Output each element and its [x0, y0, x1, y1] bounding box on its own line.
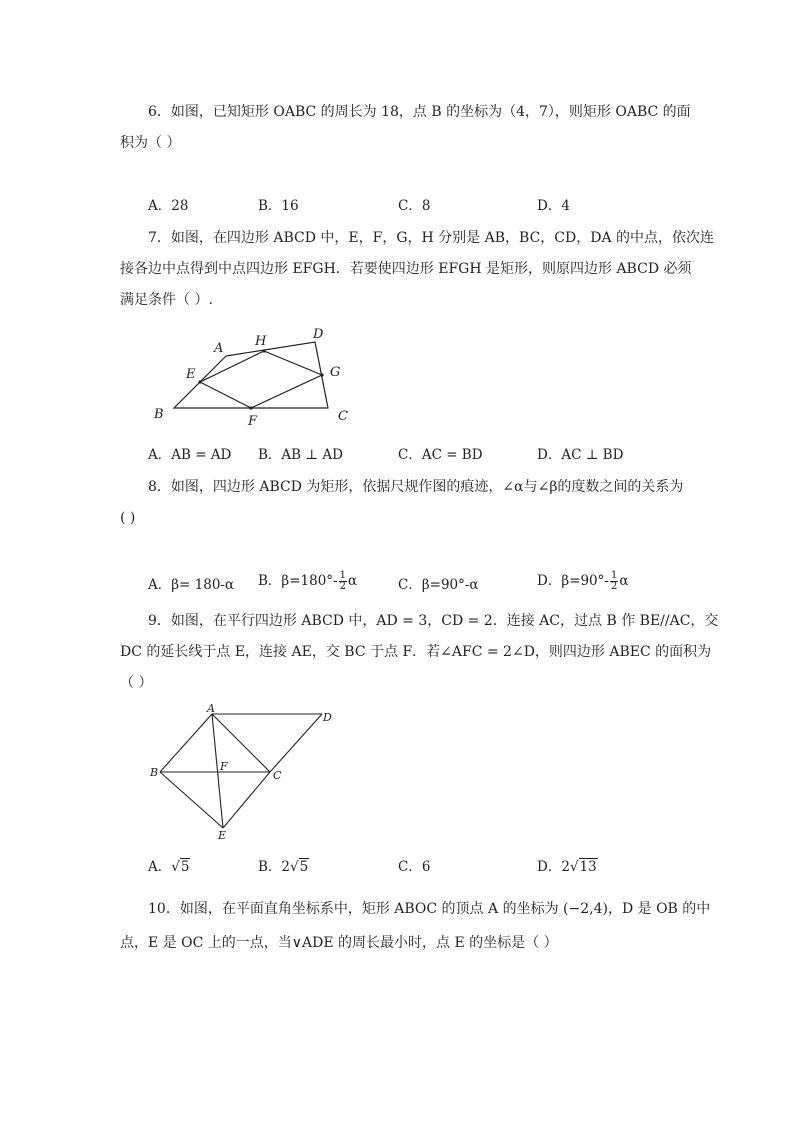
q8-stem-line2: ( ) [120, 510, 136, 526]
q8-stem-line1: 8．如图，四边形 ABCD 为矩形，依据尺规作图的痕迹，∠α与∠β的度数之间的关系为 [148, 479, 684, 495]
q6-stem-line2: 积为（ ） [120, 135, 181, 151]
quad-efgh [200, 351, 322, 408]
q9-option-d: D．2√13 [537, 859, 597, 875]
q6-option-c: C．8 [398, 198, 431, 214]
label-a: A [214, 341, 224, 356]
label-e: E [186, 367, 196, 382]
q7-stem-line3: 满足条件（ ）. [120, 292, 213, 308]
fraction-half: $\frac{1}{2}$ [610, 570, 618, 592]
q6-stem-line1: 6．如图，已知矩形 OABC 的周长为 18，点 B 的坐标为（4，7），则矩形 OABC 的面 [148, 104, 691, 120]
q7-stem-line1: 7．如图，在四边形 ABCD 中，E，F，G，H 分别是 AB，BC，CD，DA 的中点，依次连 [148, 230, 715, 246]
q7-option-a: A．AB = AD [148, 447, 232, 463]
q10-stem-line2: 点，E 是 OC 上的一点，当∨ADE 的周长最小时，点 E 的坐标是（ ） [120, 935, 558, 951]
quad-abcd [174, 342, 328, 408]
label-f: F [248, 414, 258, 429]
label-e: E [218, 829, 227, 842]
label-d: D [323, 711, 332, 724]
q8-option-c: C．β=90°-α [398, 577, 479, 593]
q9-option-c: C．6 [398, 859, 431, 875]
label-f: F [220, 760, 228, 773]
sqrt-symbol: √5 [290, 859, 309, 875]
label-d: D [313, 327, 324, 342]
q7-quadrilateral-figure [150, 322, 360, 432]
q6-option-d: D．4 [537, 198, 570, 214]
q8-option-a: A．β= 180-α [148, 577, 235, 593]
q9-stem-line1: 9．如图，在平行四边形 ABCD 中，AD = 3，CD = 2．连接 AC，过点 B 作 BE//AC，交 [148, 613, 719, 629]
sqrt-symbol: √5 [171, 859, 190, 875]
q7-stem-line2: 接各边中点得到中点四边形 EFGH．若要使四边形 EFGH 是矩形，则原四边形 ABCD 必须 [120, 261, 692, 277]
q7-option-d: D．AC ⊥ BD [537, 447, 624, 463]
q7-option-c: C．AC = BD [398, 447, 483, 463]
q9-stem-line3: （ ） [120, 675, 153, 691]
sqrt-symbol: √13 [569, 859, 597, 875]
label-c: C [338, 409, 348, 424]
q9-option-a: A．√5 [148, 859, 190, 875]
q6-option-b: B．16 [258, 198, 299, 214]
q8-option-b: B．β=180°- $\frac{1}{2}$ α [258, 570, 358, 592]
label-b: B [150, 766, 159, 779]
q9-option-b: B．2√5 [258, 859, 309, 875]
q9-stem-line2: DC 的延长线于点 E，连接 AE，交 BC 于点 F．若∠AFC = 2∠D，则四边形 ABEC 的面积为 [120, 644, 712, 660]
label-h: H [255, 334, 267, 349]
label-a: A [207, 702, 215, 715]
label-c: C [273, 769, 282, 782]
q6-option-a: A．28 [148, 198, 189, 214]
label-b: B [154, 407, 164, 422]
q7-option-b: B．AB ⊥ AD [258, 447, 343, 463]
fraction-half: $\frac{1}{2}$ [339, 570, 346, 592]
q9-parallelogram-figure [145, 702, 345, 844]
label-g: G [330, 365, 341, 380]
q8-option-d: D．β=90°- $\frac{1}{2}$ α [537, 570, 629, 592]
q10-stem-line1: 10．如图，在平面直角坐标系中，矩形 ABOC 的顶点 A 的坐标为 (−2,4)，D 是 OB 的中 [148, 901, 711, 917]
